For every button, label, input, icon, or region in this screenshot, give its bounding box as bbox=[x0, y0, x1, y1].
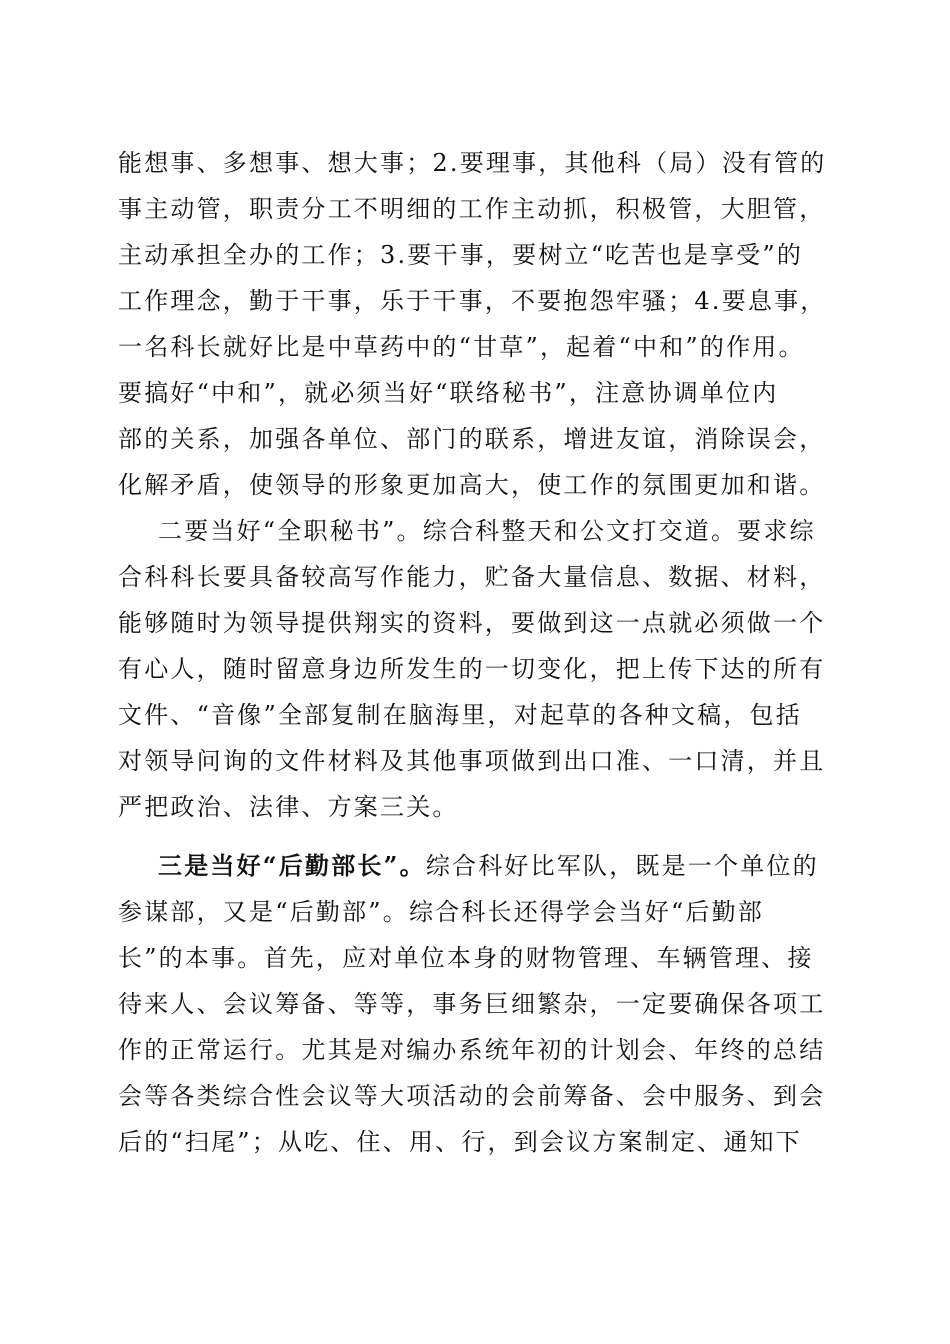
body-line: 参谋部，又是“后勤部”。综合科长还得学会当好“后勤部 bbox=[118, 898, 765, 926]
body-line: 待来人、会议筹备、等等，事务巨细繁杂，一定要确保各项工 bbox=[118, 990, 826, 1018]
body-line: 会等各类综合性会议等大项活动的会前筹备、会中服务、到会 bbox=[118, 1082, 826, 1110]
body-line: 一名科长就好比是中草药中的“甘草”，起着“中和”的作用。 bbox=[118, 333, 805, 361]
body-line: 文件、“音像”全部复制在脑海里，对起草的各种文稿，包括 bbox=[118, 701, 802, 729]
paragraph-2-first-line: 二要当好“全职秘书”。综合科整天和公文打交道。要求综 bbox=[158, 517, 816, 545]
body-line: 有心人，随时留意身边所发生的一切变化，把上传下达的所有 bbox=[118, 655, 826, 683]
body-line: 主动承担全办的工作；3.要干事，要树立“吃苦也是享受”的 bbox=[118, 241, 804, 269]
body-line: 严把政治、法律、方案三关。 bbox=[118, 793, 459, 821]
body-line: 能够随时为领导提供翔实的资料，要做到这一点就必须做一个 bbox=[118, 609, 826, 637]
body-line: 部的关系，加强各单位、部门的联系，增进友谊，消除误会， bbox=[118, 425, 826, 453]
body-line: 作的正常运行。尤其是对编办系统年初的计划会、年终的总结 bbox=[118, 1036, 826, 1064]
paragraph-3-first-line bbox=[158, 851, 819, 881]
body-line: 合科科长要具备较高写作能力，贮备大量信息、数据、材料， bbox=[118, 563, 826, 591]
body-line: 对领导问询的文件材料及其他事项做到出口准、一口清，并且 bbox=[118, 747, 826, 775]
body-line: 化解矛盾，使领导的形象更加高大，使工作的氛围更加和谐。 bbox=[118, 471, 826, 499]
body-line: 长”的本事。首先，应对单位本身的财物管理、车辆管理、接 bbox=[118, 944, 814, 972]
paragraph-3-lead-text: 综合科好比军队，既是一个单位的 bbox=[425, 852, 819, 880]
body-line: 事主动管，职责分工不明细的工作主动抓，积极管，大胆管， bbox=[118, 195, 826, 223]
body-line: 能想事、多想事、想大事；2.要理事，其他科（局）没有管的 bbox=[118, 149, 827, 177]
body-line: 要搞好“中和”，就必须当好“联络秘书”，注意协调单位内 bbox=[118, 379, 779, 407]
body-line: 工作理念，勤于干事，乐于干事，不要抱怨牢骚；4.要息事， bbox=[118, 287, 827, 315]
paragraph-3-heading: 三是当好“后勤部长”。 bbox=[158, 851, 426, 880]
body-line: 后的“扫尾”；从吃、住、用、行，到会议方案制定、通知下 bbox=[118, 1128, 802, 1156]
